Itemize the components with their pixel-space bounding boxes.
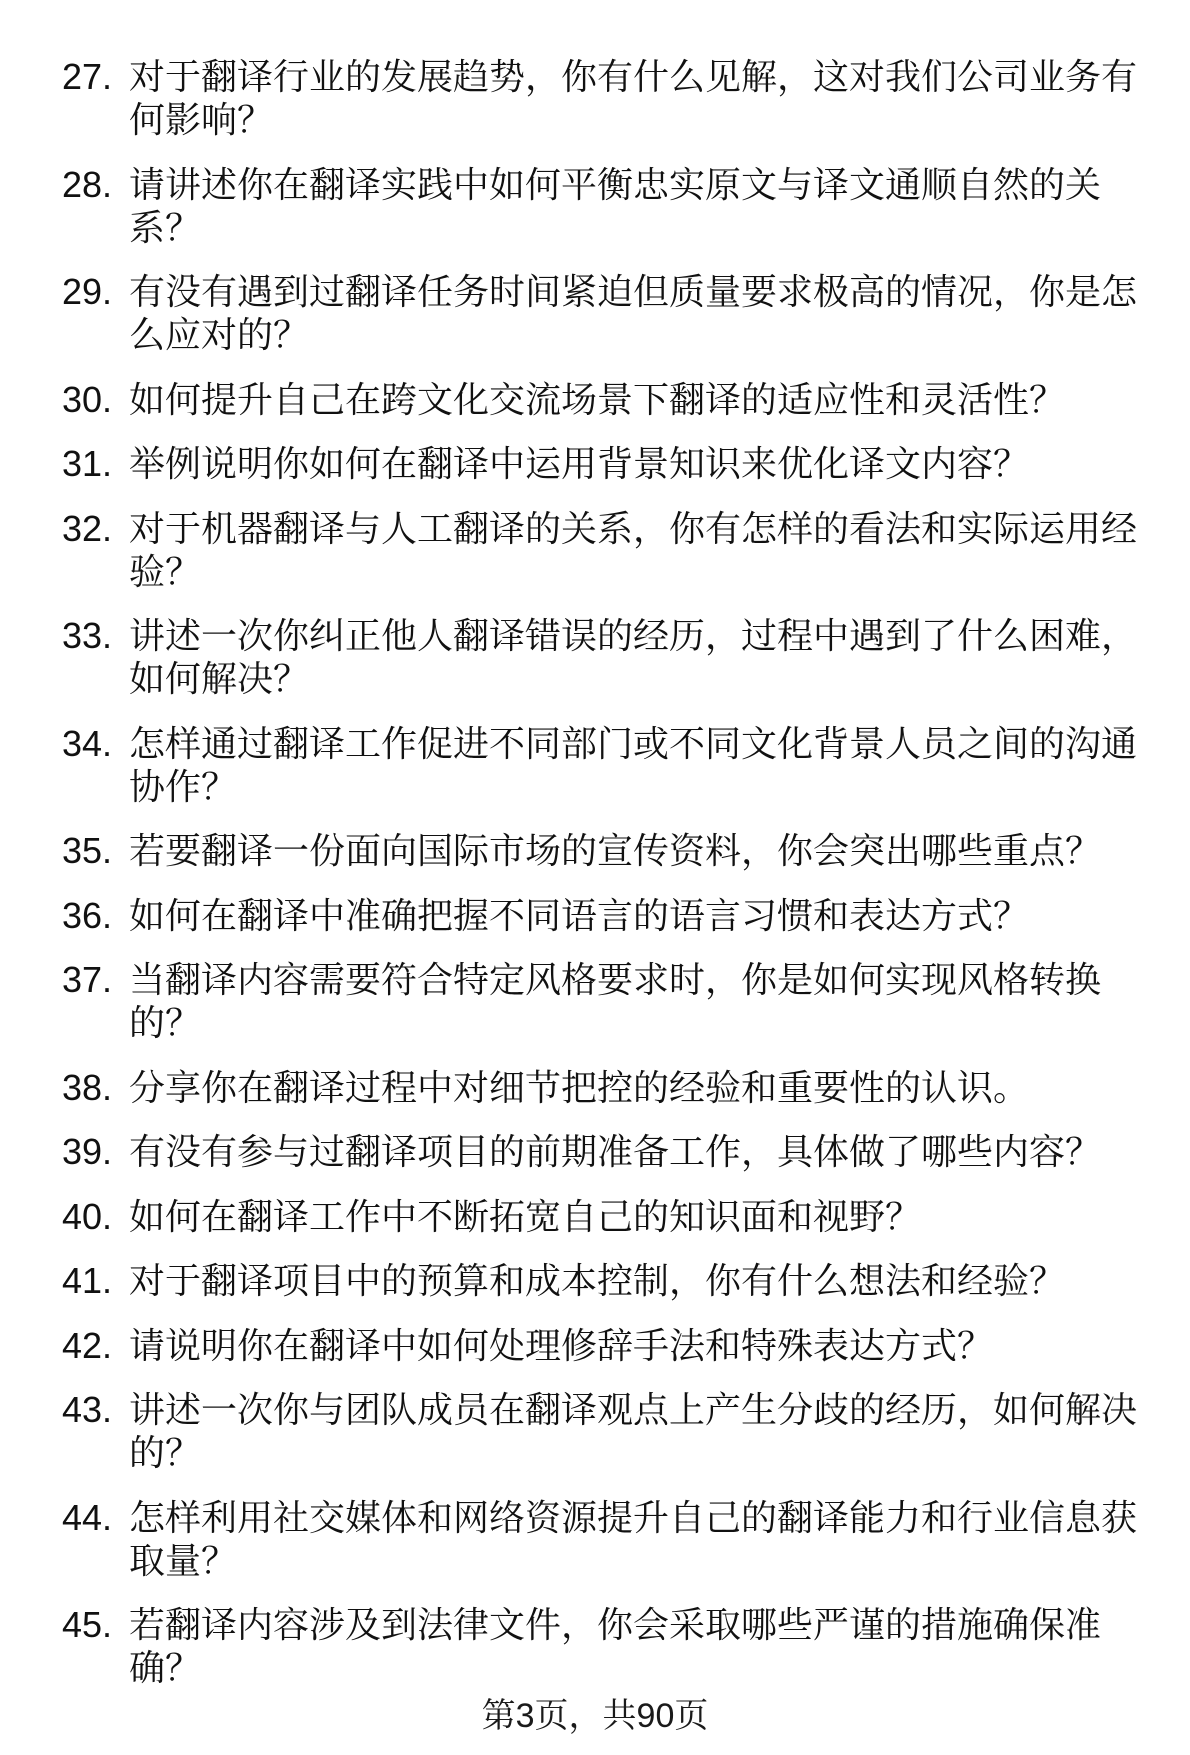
question-number: 44. — [62, 1496, 113, 1538]
question-item-36 — [62, 894, 1152, 937]
question-text: 如何在翻译中准确把握不同语言的语言习惯和表达方式？ — [129, 894, 1030, 936]
page-number-footer: 第3页，共90页 — [481, 1697, 709, 1735]
question-item-34 — [62, 722, 1152, 808]
question-number: 30. — [62, 378, 113, 420]
question-number: 40. — [62, 1195, 113, 1237]
question-number: 37. — [62, 959, 113, 1000]
question-number: 36. — [62, 894, 113, 936]
question-item-33 — [62, 614, 1152, 700]
question-text: 如何提升自己在跨文化交流场景下翻译的适应性和灵活性？ — [129, 378, 1066, 420]
question-text: 怎样利用社交媒体和网络资源提升自己的翻译能力和行业信息获取量？ — [129, 1496, 1138, 1581]
question-number: 35. — [62, 830, 113, 871]
question-text: 若翻译内容涉及到法律文件，你会采取哪些严谨的措施确保准确？ — [129, 1604, 1102, 1688]
question-item-40 — [62, 1195, 1152, 1238]
question-item-39 — [62, 1130, 1152, 1173]
question-item-38 — [62, 1066, 1152, 1109]
question-item-42 — [62, 1324, 1152, 1367]
question-number: 41. — [62, 1260, 113, 1301]
question-text: 若要翻译一份面向国际市场的宣传资料，你会突出哪些重点？ — [129, 830, 1102, 871]
question-number: 45. — [62, 1604, 113, 1645]
question-text: 对于翻译行业的发展趋势，你有什么见解，这对我们公司业务有何影响？ — [129, 56, 1138, 140]
question-item-41 — [62, 1259, 1152, 1302]
question-text: 有没有参与过翻译项目的前期准备工作，具体做了哪些内容？ — [129, 1131, 1102, 1172]
question-text: 怎样通过翻译工作促进不同部门或不同文化背景人员之间的沟通协作？ — [129, 722, 1138, 807]
question-text: 请讲述你在翻译实践中如何平衡忠实原文与译文通顺自然的关系？ — [129, 163, 1102, 248]
question-text: 讲述一次你纠正他人翻译错误的经历，过程中遇到了什么困难，如何解决？ — [129, 615, 1138, 699]
question-item-32 — [62, 507, 1152, 593]
question-number: 39. — [62, 1131, 113, 1172]
question-item-43 — [62, 1388, 1152, 1474]
question-number: 27. — [62, 56, 113, 97]
question-number: 31. — [62, 443, 113, 484]
question-number: 34. — [62, 722, 113, 764]
question-item-44 — [62, 1496, 1152, 1582]
question-number: 42. — [62, 1324, 113, 1366]
question-item-45 — [62, 1603, 1152, 1689]
question-text: 对于机器翻译与人工翻译的关系，你有怎样的看法和实际运用经验？ — [129, 507, 1138, 592]
question-number: 38. — [62, 1066, 113, 1108]
question-number: 32. — [62, 507, 113, 549]
question-number: 43. — [62, 1389, 113, 1430]
question-text: 讲述一次你与团队成员在翻译观点上产生分歧的经历，如何解决的？ — [129, 1389, 1138, 1473]
question-text: 举例说明你如何在翻译中运用背景知识来优化译文内容？ — [129, 443, 1030, 484]
question-text: 当翻译内容需要符合特定风格要求时，你是如何实现风格转换的？ — [129, 959, 1102, 1043]
question-text: 有没有遇到过翻译任务时间紧迫但质量要求极高的情况，你是怎么应对的？ — [129, 271, 1138, 355]
question-item-37 — [62, 958, 1152, 1044]
question-text: 分享你在翻译过程中对细节把控的经验和重要性的认识。 — [129, 1066, 1030, 1108]
question-list — [62, 55, 1152, 1711]
question-number: 33. — [62, 615, 113, 656]
question-item-28 — [62, 163, 1152, 249]
question-text: 对于翻译项目中的预算和成本控制，你有什么想法和经验？ — [129, 1260, 1066, 1301]
question-number: 29. — [62, 271, 113, 312]
question-item-30 — [62, 378, 1152, 421]
question-item-35 — [62, 829, 1152, 872]
question-item-27 — [62, 55, 1152, 141]
question-text: 请说明你在翻译中如何处理修辞手法和特殊表达方式？ — [129, 1324, 994, 1366]
question-item-29 — [62, 270, 1152, 356]
question-number: 28. — [62, 163, 113, 205]
question-text: 如何在翻译工作中不断拓宽自己的知识面和视野？ — [129, 1195, 922, 1237]
question-item-31 — [62, 442, 1152, 485]
